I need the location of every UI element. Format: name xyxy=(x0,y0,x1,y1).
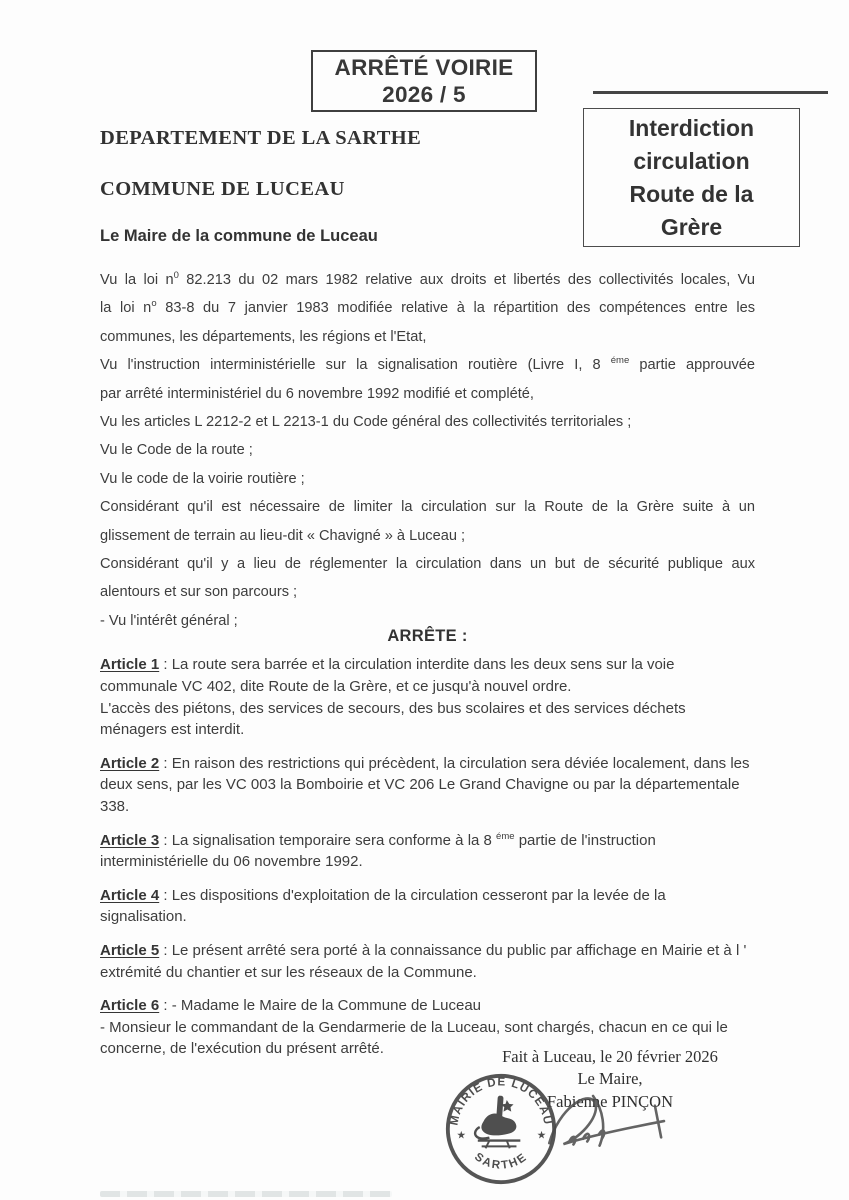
seal-top-text: MAIRIE DE LUCEAU xyxy=(447,1075,555,1127)
preamble-line: Vu la loi $n^0$ 82.213 du 02 mars 1982 relative aux droits et libertés des collectivités locales, Vu xyxy=(100,270,755,288)
seal-bottom-text: SARTHE xyxy=(472,1150,530,1172)
article-label: Article 3 xyxy=(100,831,160,849)
signatory-name: Fabienne PINÇON xyxy=(546,1091,674,1111)
preamble xyxy=(100,266,755,635)
article: Article 4 : Les dispositions d'exploitation de la circulation cesseront par la levée de la signalisation. xyxy=(100,886,666,926)
decree-number-box xyxy=(311,50,537,112)
preamble-line: - Vu l'intérêt général ; xyxy=(100,612,238,629)
preamble-line: Vu le code de la voirie routière ; xyxy=(100,470,305,487)
seal-star-right: ★ xyxy=(536,1129,547,1142)
preamble-line: alentours et sur son parcours ; xyxy=(100,584,298,601)
subject-line: circulation xyxy=(633,147,750,174)
preamble-line: glissement de terrain au lieu-dit « Chavigné » à Luceau ; xyxy=(100,527,466,544)
preamble-line: Considérant qu'il est nécessaire de limiter la circulation sur la Route de la Grère suite à un xyxy=(100,499,755,516)
subject-box xyxy=(583,108,800,247)
signature xyxy=(535,1078,680,1168)
preamble-line: communes, les départements, les régions et l'Etat, xyxy=(100,328,427,345)
seal-emblem xyxy=(475,1096,520,1148)
article-label: Article 4 xyxy=(100,886,160,904)
scan-edge-artifact xyxy=(100,1191,392,1197)
subject-line: Route de la xyxy=(629,180,754,207)
preamble-line: Vu l'instruction interministérielle sur la signalisation routière (Livre I, 8 $^{éme}$ partie approuvée xyxy=(100,355,755,374)
preamble-line: par arrêté interministériel du 6 novembre 1992 modifié et complété, xyxy=(100,385,534,402)
preamble-line: la loi $n^o$ 83-8 du 7 janvier 1983 modifiée relative à la répartition des compétences entre les xyxy=(100,298,756,317)
article-label: Article 6 xyxy=(100,996,160,1014)
signatory-title: Le Maire, xyxy=(577,1069,643,1089)
place-date: Fait à Luceau, le 20 février 2026 xyxy=(502,1047,718,1066)
mayor-line: Le Maire de la commune de Luceau xyxy=(100,227,378,245)
subject-line: Grère xyxy=(660,213,723,240)
decree-number: 2026 / 5 xyxy=(382,82,466,107)
article: Article 3 : La signalisation temporaire sera conforme à la 8 $^{éme}$ partie de l'instruction interministérielle du 06 novembre 1992. xyxy=(100,830,656,871)
subject-line: Interdiction xyxy=(628,114,755,141)
article: Article 2 : En raison des restrictions qui précèdent, la circulation sera déviée localement, dans les deux sens, par les VC 003 la Bomboirie et VC 206 Le Grand Chavigne ou par la départementale 338. xyxy=(100,754,750,816)
preamble-line: Considérant qu'il y a lieu de réglementer la circulation dans un but de sécurité publique aux xyxy=(100,555,755,572)
preamble-line: Vu le Code de la route ; xyxy=(100,442,253,459)
svg-text:SARTHE xyxy=(472,1150,530,1172)
article-label: Article 1 xyxy=(100,656,160,673)
decree-heading: ARRÊTE : xyxy=(387,627,468,645)
preamble-line: Vu les articles L 2212-2 et L 2213-1 du Code général des collectivités territoriales ; xyxy=(100,413,632,430)
decree-type: ARRÊTÉ VOIRIE xyxy=(334,55,514,80)
scan-line-artifact xyxy=(593,91,828,94)
article-label: Article 2 xyxy=(100,754,160,772)
article: Article 6 : - Madame le Maire de la Commune de Luceau - Monsieur le commandant de la Gendarmerie de la Luceau, sont chargés, chacun en ce qui le concerne, de l'exécution du présent arrêté. xyxy=(100,996,728,1058)
article: Article 5 : Le présent arrêté sera porté à la connaissance du public par affichage en Mairie et à l ' extrémité du chantier et sur les réseaux de la Commune. xyxy=(100,941,747,981)
seal-star-left: ★ xyxy=(456,1129,467,1142)
department-heading: DEPARTEMENT DE LA SARTHE xyxy=(100,127,422,149)
commune-heading: COMMUNE DE LUCEAU xyxy=(100,178,345,200)
article: Article 1 : La route sera barrée et la circulation interdite dans les deux sens sur la voie communale VC 402, dite Route de la Grère, et ce jusqu'à nouvel ordre. L'accès des piétons, des services de secours, des bus scolaires et des services déchets ménagers est interdit. xyxy=(100,656,686,739)
article-label: Article 5 xyxy=(100,941,160,959)
articles xyxy=(100,654,812,1072)
